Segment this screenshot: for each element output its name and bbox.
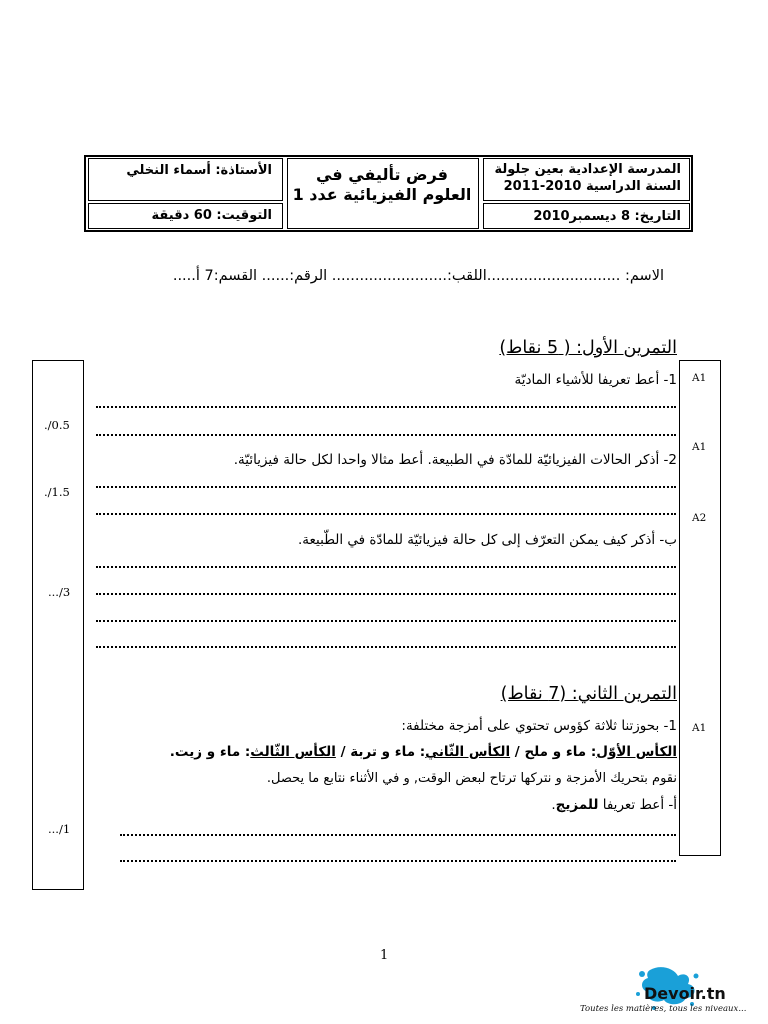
- exam-title-line2: العلوم الفيزيائية عدد 1: [292, 185, 472, 204]
- duration-cell: [88, 203, 283, 229]
- marks-column: [32, 360, 84, 890]
- code-q1: A1: [692, 372, 707, 384]
- page-number: 1: [380, 948, 389, 963]
- exercise2-instruction: نقوم بتحريك الأمزجة و نتركها ترتاح لبعض الوقت, و في الأثناء نتابع ما يحصل.: [266, 771, 677, 786]
- exercise1-points: : ( 5 نقاط): [499, 338, 582, 358]
- mark-ex2: .../1: [48, 822, 71, 836]
- answer-line: [96, 646, 676, 648]
- code-ex2: A1: [692, 722, 707, 734]
- exercise1-q1: 1- أعط تعريفا للأشياء الماديّة: [514, 372, 677, 388]
- mark-q1: ./0.5: [44, 418, 70, 432]
- devoir-logo: [578, 962, 764, 1020]
- glass2-content: : ماء و تربة /: [335, 744, 426, 760]
- exercise1-q2: 2- أذكر الحالات الفيزيائيّة للمادّة في الطبيعة. أعط مثالا واحدا لكل حالة فيزيائيّة.: [233, 452, 677, 468]
- exam-title-line1: فرض تأليفي في: [315, 165, 448, 184]
- date-cell: [483, 203, 690, 229]
- exercise1-q2b: ب- أذكر كيف يمكن التعرّف إلى كل حالة فيزيائيّة للمادّة في الطّبيعة.: [298, 532, 677, 548]
- answer-line: [96, 566, 676, 568]
- glass2-label: الكأس الثّاني: [425, 744, 511, 760]
- code-q2b: A2: [692, 512, 707, 524]
- teacher-cell: [88, 158, 283, 201]
- school-year: السنة الدراسية 2010-2011: [503, 179, 681, 194]
- school-cell: [483, 158, 690, 201]
- title-cell: [287, 158, 479, 229]
- logo-text: Devoir.tn: [644, 984, 726, 1003]
- school-name: المدرسة الإعدادية بعين جلولة: [494, 162, 681, 177]
- answer-line: [96, 593, 676, 595]
- glass3-label: الكأس الثّالث: [250, 744, 336, 760]
- exercise2-q1: 1- بحوزتنا ثلاثة كؤوس تحتوي على أمزجة مختلفة:: [401, 718, 677, 734]
- answer-line: [96, 406, 676, 408]
- exercise2-qa: [551, 797, 677, 813]
- answer-line: [96, 513, 676, 515]
- mark-q2b: .../3: [48, 585, 71, 599]
- answer-line: [120, 860, 676, 862]
- code-q2: A1: [692, 441, 707, 453]
- logo-tagline: Toutes les matières, tous les niveaux...: [580, 1004, 747, 1014]
- exam-duration: التوقيت: 60 دقيقة: [151, 208, 272, 223]
- qa-prefix: أ- أعط تعريفا: [598, 797, 677, 813]
- answer-line: [120, 834, 676, 836]
- exam-date: التاريخ: 8 ديسمبر2010: [533, 209, 681, 224]
- teacher-name: الأستاذة: أسماء النخلي: [126, 163, 272, 178]
- codes-column: [679, 360, 721, 856]
- exercise1-title: التمرين الأول: [581, 338, 677, 358]
- mark-q2: ./1.5: [44, 485, 70, 499]
- exercise1-heading: [499, 338, 677, 358]
- exercise2-heading: [501, 684, 677, 704]
- answer-line: [96, 434, 676, 436]
- answer-line: [96, 486, 676, 488]
- exercise2-points: : (7 نقاط): [500, 684, 578, 704]
- glass1-label: الكأس الأوّل: [596, 744, 677, 760]
- answer-line: [96, 620, 676, 622]
- glasses-line: [170, 744, 677, 760]
- qa-bold-term: للمزيج: [555, 797, 599, 813]
- qa-suffix: .: [551, 797, 556, 813]
- glass3-content: : ماء و زيت.: [169, 744, 251, 760]
- glass1-content: : ماء و ملح /: [510, 744, 597, 760]
- student-info-line: الاسم: .............................اللقب:......................... الرقم:...... القسم:7 أ.....: [172, 268, 664, 284]
- exercise2-title: التمرين الثاني: [577, 684, 677, 704]
